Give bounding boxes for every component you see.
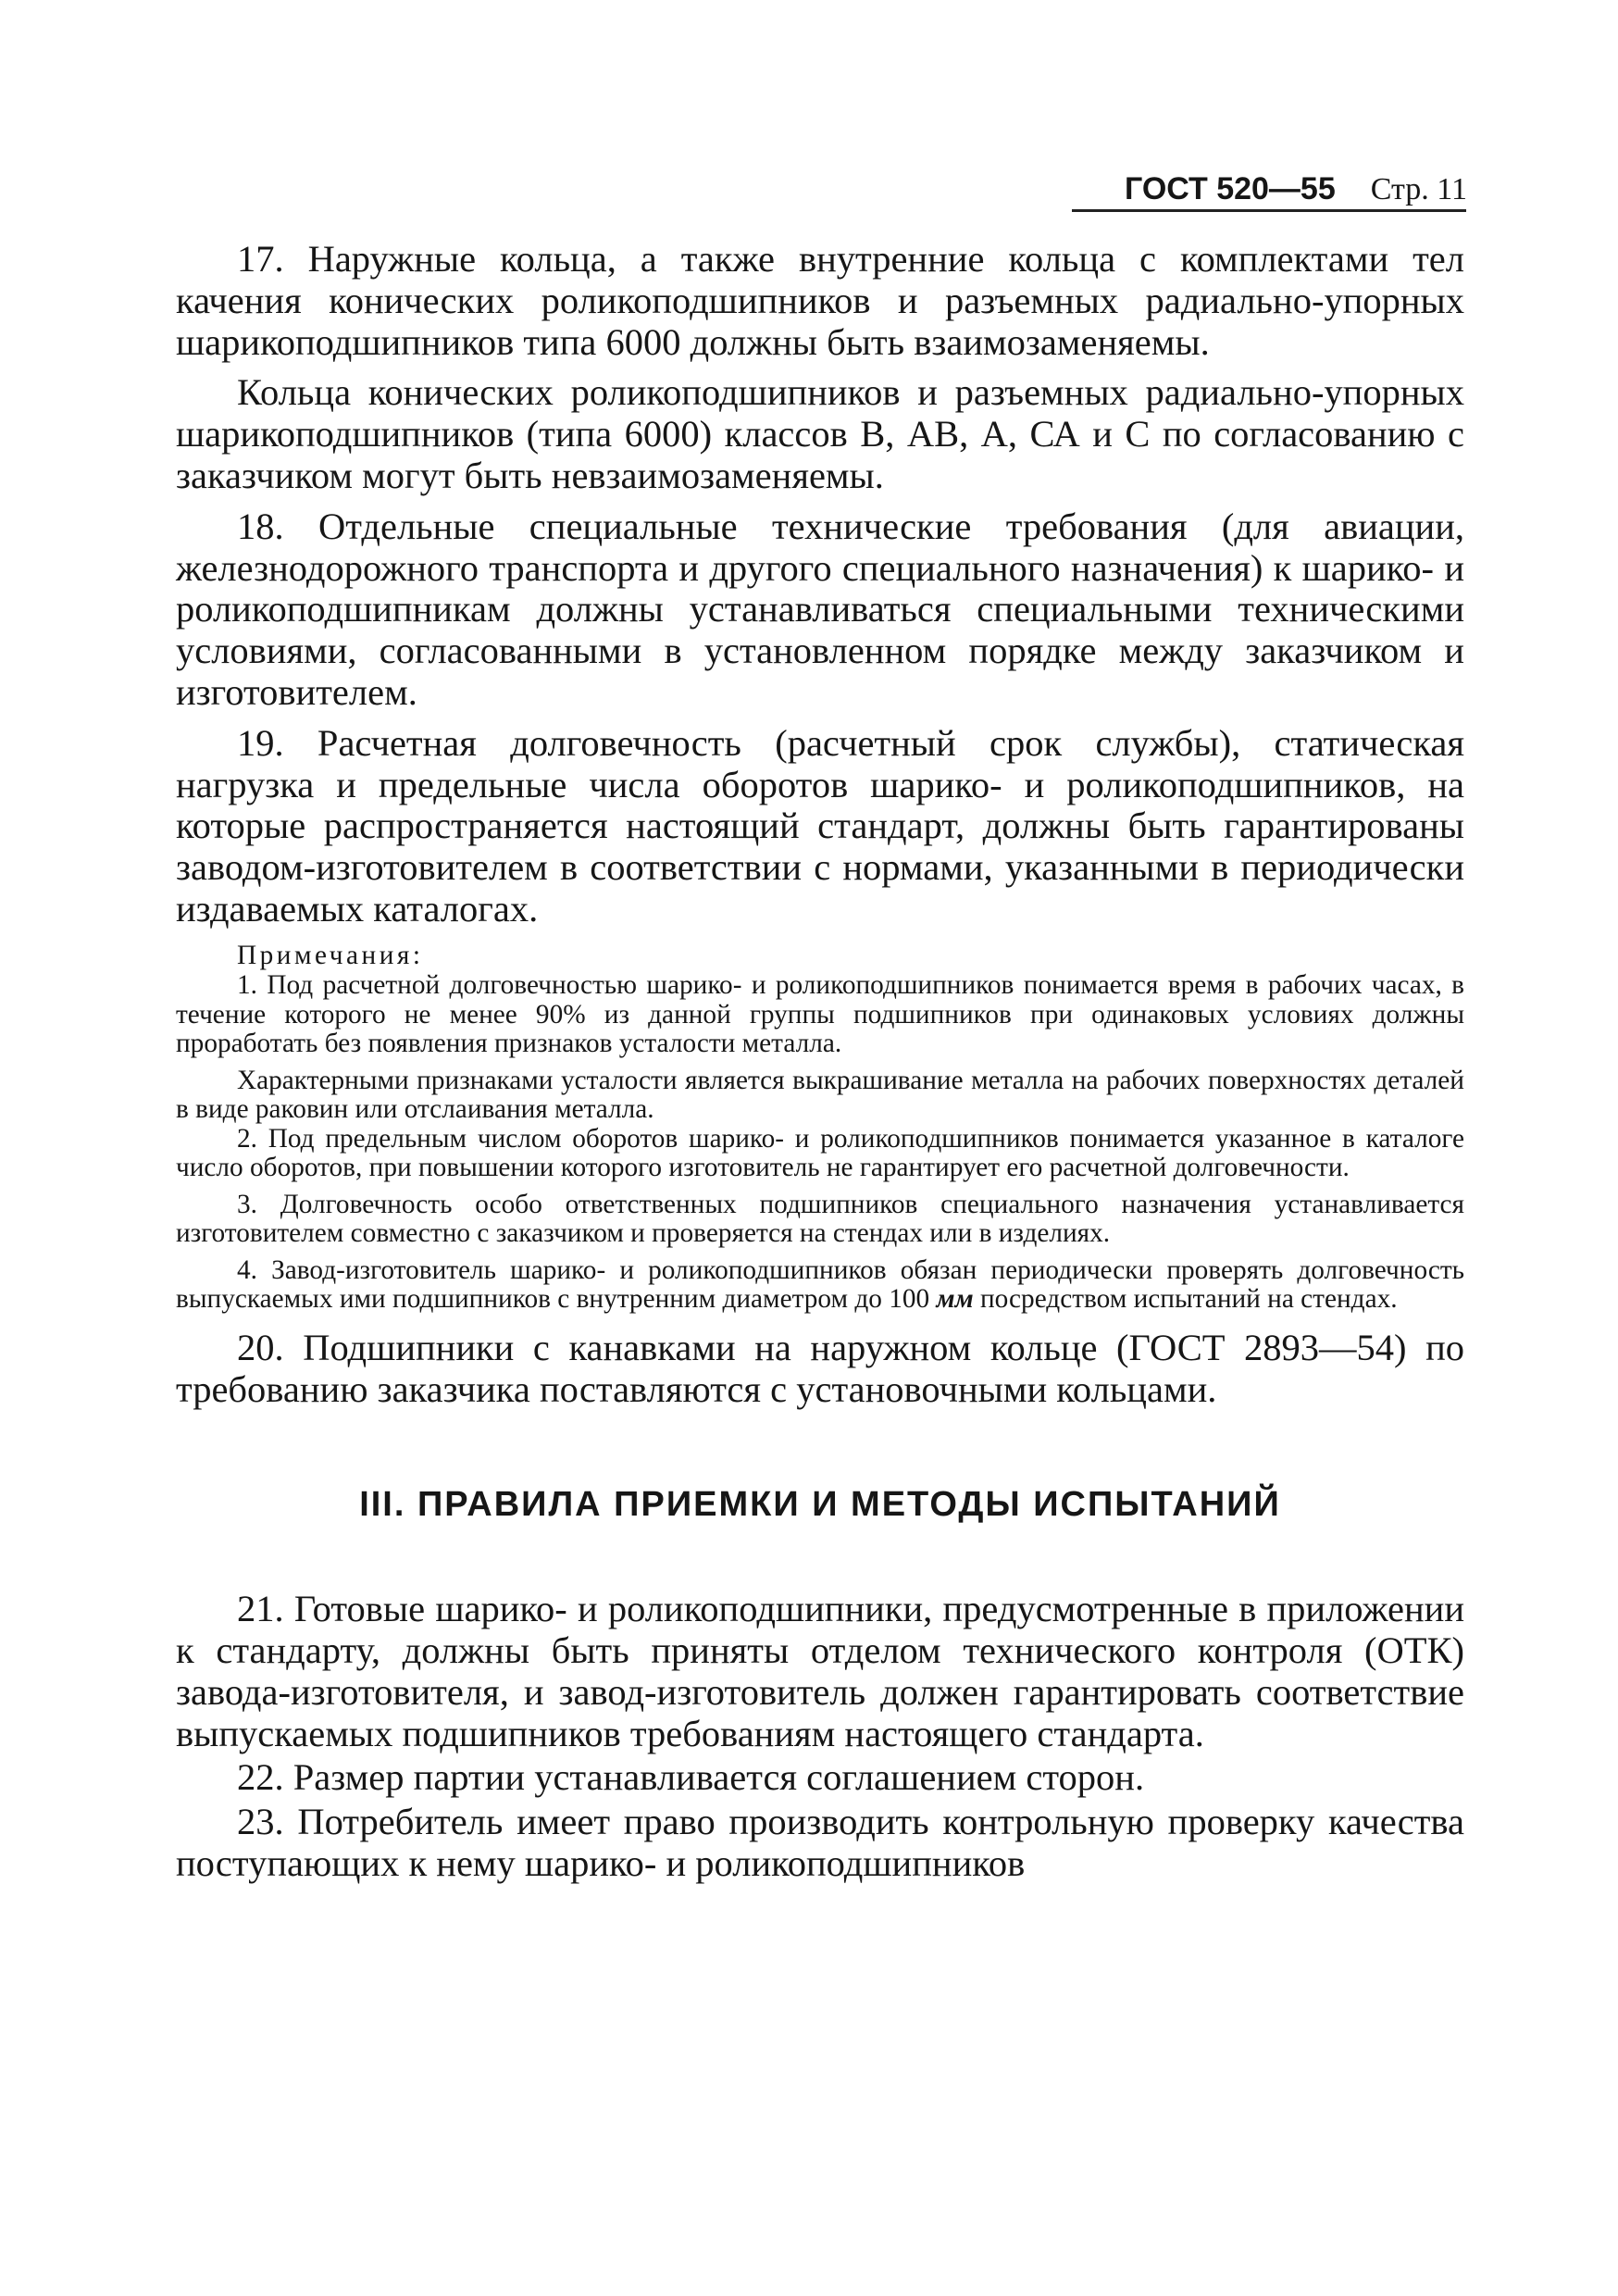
clause-23: 23. Потребитель имеет право производить контрольную проверку качества поступающих к нему шарико- и роликоподшипников: [176, 1801, 1464, 1884]
note-2: 2. Под предельным числом оборотов шарико- и роликоподшипников понимается указанное в каталоге число оборотов, при повышении которого изготовитель не гарантирует его расчетной долговечности.: [176, 1123, 1464, 1183]
clause-17-continued: Кольца конических роликоподшипников и разъемных радиально-упорных шарикоподшипников (типа 6000) классов В, АВ, А, СА и С по согласованию с заказчиком могут быть невзаимозаменяемы.: [176, 371, 1464, 496]
note-1-continued: Характерными признаками усталости является выкрашивание металла на рабочих поверхностях деталей в виде раковин или отслаивания металла.: [176, 1065, 1464, 1125]
clause-19: 19. Расчетная долговечность (расчетный срок службы), статическая нагрузка и предельные числа оборотов шарико- и роликоподшипников, на которые распространяется настоящий стандарт, должны быть гарантированы заводом-изготовителем в соответствии с нормами, указанными в периодически издаваемых каталогах.: [176, 721, 1464, 930]
note-4-text-start: 4. Завод-изготовитель шарико- и роликоподшипников обязан периодически проверять долговечность выпускаемых ими подшипников с внутренним диаметром до 100: [176, 1254, 1464, 1315]
page-header: [1078, 156, 1467, 207]
note-4-text-end: посредством испытаний на стендах.: [973, 1284, 1398, 1315]
section-heading: III. ПРАВИЛА ПРИЕМКИ И МЕТОДЫ ИСПЫТАНИЙ: [359, 1485, 1281, 1525]
note-1: 1. Под расчетной долговечностью шарико- и роликоподшипников понимается время в рабочих часах, в течение которого не менее 90% из данной группы подшипников при одинаковых условиях должны проработать без появления признаков усталости металла.: [176, 970, 1464, 1059]
notes-title: Примечания:: [237, 940, 424, 970]
document-code: ГОСТ 520—55: [1125, 171, 1336, 206]
note-4-unit: мм: [936, 1284, 974, 1315]
notes-block: [176, 942, 1464, 1315]
note-3: 3. Долговечность особо ответственных подшипников специального назначения устанавливается изготовителем совместно с заказчиком и проверяется на стендах или в изделиях.: [176, 1189, 1464, 1249]
document-body: [176, 239, 1464, 1888]
clause-21: 21. Готовые шарико- и роликоподшипники, предусмотренные в приложении к стандарту, должны быть приняты отделом технического контроля (ОТК) завода-изготовителя, и завод-изготовитель должен гарантировать соответствие выпускаемых подшипников требованиям настоящего стандарта.: [176, 1588, 1464, 1754]
clause-22: 22. Размер партии устанавливается соглашением сторон.: [237, 1756, 1145, 1799]
section-body: [176, 1589, 1464, 1885]
note-4: [176, 1256, 1464, 1315]
clause-18: 18. Отдельные специальные технические требования (для авиации, железнодорожного транспорта и другого специального назначения) к шарико- и роликоподшипникам должны устанавливаться специальными техническими условиями, согласованными в установленном порядке между заказчиком и изготовителем.: [176, 505, 1464, 713]
clause-20: 20. Подшипники с канавками на наружном кольце (ГОСТ 2893—54) по требованию заказчика поставляются с установочными кольцами.: [176, 1326, 1464, 1410]
header-rule: [1072, 209, 1466, 212]
clause-17: 17. Наружные кольца, а также внутренние кольца с комплектами тел качения конических роликоподшипников и разъемных радиально-упорных шарикоподшипников типа 6000 должны быть взаимозаменяемы.: [176, 238, 1464, 363]
page-number: Стр. 11: [1370, 172, 1467, 206]
